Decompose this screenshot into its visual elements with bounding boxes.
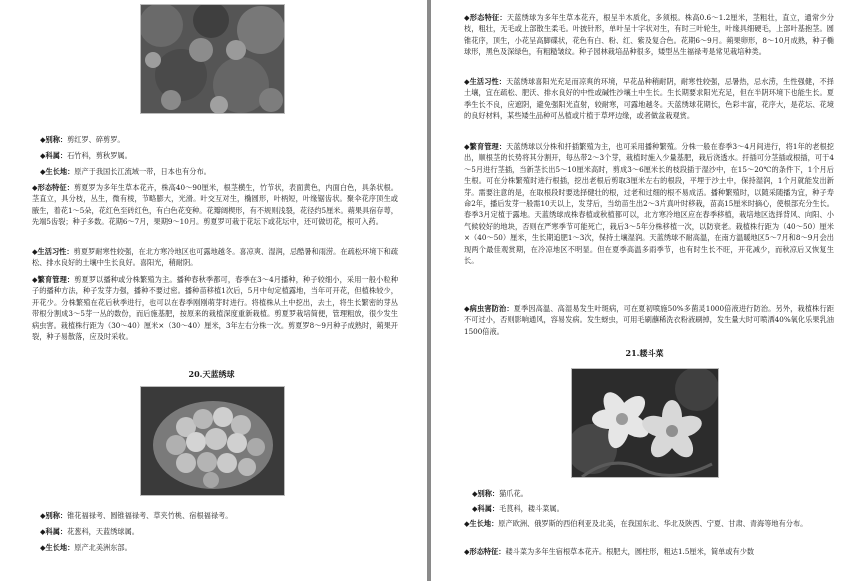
flower-photo-image <box>141 5 284 113</box>
alias-label-2: ◆别称： <box>40 511 68 520</box>
jian-hong-luo-origin <box>40 166 398 177</box>
jian-hong-luo-alias <box>40 134 398 145</box>
family-label: ◆科属： <box>40 151 68 160</box>
habit-text-2: 天蓝绣球喜阳光充足而凉爽的环境，早花品种稍耐阴，耐寒性较强，忌暑热，忌水涝，生性强健，不择土壤，宜在疏松、肥沃、排水良好的中性或碱性沙壤土中生长。生长期要求阳光充足，但在半阴环境下也能生长。夏季生长不良，应遮阴，避免强阳光直射，较耐寒，可露地越冬。天蓝绣球花期长，色彩丰富，花序大，是花坛、花境的良好材料，某些矮生品种可丛植或片植于草坪边缘，或者做盆栽观赏。 <box>464 77 834 121</box>
alias-label: ◆别称： <box>40 135 68 144</box>
flower-photo-image-2 <box>141 387 284 495</box>
lou-dou-cai-alias <box>472 488 834 499</box>
alias-label-3: ◆别称： <box>472 489 500 498</box>
pests-text: 夏季因高温、高湿易发生叶斑病，可在夏初喷施50%多菌灵1000倍液进行防治。另外，栽植株行距不可过小，否则影响通风，容易发病。发生蚜虫，可用毛刷蘸稀洗衣粉液刷掉，发生量大时可喷洒40%氧化乐果乳油1500倍液。 <box>464 304 835 336</box>
tian-lan-xiu-qiu-morphology <box>464 12 834 58</box>
alias-text-2: 锥花福禄考、圆锥福禄考、草夹竹桃、宿根福禄考。 <box>67 511 233 520</box>
lou-dou-cai-morphology <box>464 546 834 557</box>
pests-label: ◆病虫害防治： <box>464 304 514 313</box>
lou-dou-cai-photo <box>571 368 719 478</box>
family-label-2: ◆科属： <box>40 527 68 536</box>
tian-lan-xiu-qiu-pests <box>464 303 834 337</box>
habit-label-2: ◆生活习性： <box>464 77 507 86</box>
tian-lan-xiu-qiu-habit <box>464 76 834 122</box>
family-text-2: 花葱科，天蓝绣球属。 <box>67 527 139 536</box>
alias-text-3: 猫爪花。 <box>499 489 528 498</box>
habit-label: ◆生活习性： <box>32 247 74 256</box>
origin-label: ◆生长地： <box>40 167 75 176</box>
left-page <box>0 0 427 581</box>
flower-photo-image-3 <box>572 369 718 477</box>
management-label-2: ◆繁育管理： <box>464 142 507 151</box>
section-title-21: 21.耧斗菜 <box>625 348 664 358</box>
family-label-3: ◆科属： <box>472 504 500 513</box>
jian-hong-luo-management <box>32 274 398 342</box>
habit-text: 剪夏罗耐寒性较强，在北方寒冷地区也可露地越冬。喜凉爽、湿润，忌酷暑和雨涝。在疏松环境下和疏松、排水良好的土壤中生长良好。喜阳光，稍耐阴。 <box>32 247 399 268</box>
management-text-2: 天蓝绣球以分株和扦插繁殖为主，也可采用播种繁殖。分株一般在春季3～4月间进行，将1年的老根挖出，顺根茎的长势将其分割开，每丛带2～3个芽，栽植时施入少量基肥，栽后浇透水。扦插可分茎插或根插，可于4～5月进行茎插，当新茎长出5～10厘米高时，剪成3～6厘米长的枝段插于湿沙中，在15～20℃的条件下，1个月后生根。可在分株繁殖时进行根插，挖出老根后剪取3厘米左右的根段，平埋于沙土中，保持湿润，1个月就能发出新芽。需要注意的是，在取根段时要选择健壮的根，过老和过细的根不易成活。播种繁殖时，以随采随播为宜，种子寿命2年，播后发芽一般需10天以上，发芽后，当幼苗生出2～3片真叶时移栽，苗高15厘米时摘心，使根部充分生长。春季3月定植于露地。天蓝绣球成株春植或秋植都可以，北方寒冷地区应在春季移植，栽培地区选择背风、向阳、小气候较好的地块，否则在严寒季节可能死亡，栽后3～5年分株移植一次，以防衰老。栽植株行距为（40～50）厘米×（40～50）厘米，生长期追肥1～3次，保持土壤湿润。天蓝绣球不耐高温，在南方温暖地区5～7月和8～9月会出现两个最佳观赏期，在冷凉地区不明显。但在夏季高温多雨季节，也有时生长不旺，开花减少，而秋凉后又恢复生长。 <box>464 142 834 266</box>
origin-text: 原产于我国长江流域一带，日本也有分布。 <box>74 167 211 176</box>
jian-hong-luo-morphology <box>32 182 398 228</box>
family-text: 石竹科，剪秋罗属。 <box>67 151 132 160</box>
morphology-label: ◆形态特征： <box>32 183 74 192</box>
tian-lan-xiu-qiu-family <box>40 526 398 537</box>
morphology-label-2: ◆形态特征： <box>464 13 507 22</box>
management-text: 剪夏罗以播种或分株繁殖为主。播种春秋季都可，春季在3～4月播种，种子较细小，采用一般小粒种子的播种方法，种子发芽力强，播种不要过密。播种苗移植1次后，5月中旬定植露地，当年可开花，但植株较少，开花少。分株繁殖在花后秋季进行，也可以在春季刚刚萌芽时进行。将植株从土中挖出，去土，将生长繁密的芽丛带根分割成3～5芽一丛的数份，而后施基肥，按原来的栽植深度重新栽植。剪夏罗栽培简便，管理粗放，很少发生病虫害。栽植株行距为（30～40）厘米×（30～40）厘米，3年左右分株一次。剪夏罗8～9月种子成熟时，蒴果开裂，种子易散落，应及时采收。 <box>32 275 399 342</box>
jian-hong-luo-family <box>40 150 398 161</box>
management-label: ◆繁育管理： <box>32 275 75 284</box>
tian-lan-xiu-qiu-management <box>464 141 834 266</box>
jian-hong-luo-habit <box>32 246 398 269</box>
morphology-label-3: ◆形态特征： <box>464 547 506 556</box>
morphology-text-3: 耧斗菜为多年生宿根草本花卉。根肥大，圆柱形，粗达1.5厘米，简单或有少数 <box>505 547 755 556</box>
tian-lan-xiu-qiu-origin <box>40 542 398 553</box>
family-text-3: 毛茛科，耧斗菜属。 <box>499 504 564 513</box>
jian-hong-luo-photo <box>140 4 285 114</box>
tian-lan-xiu-qiu-photo <box>140 386 285 496</box>
origin-label-2: ◆生长地： <box>40 543 75 552</box>
morphology-text: 剪夏罗为多年生草本花卉，株高40～90厘米，根茎横生，竹节状，表面黄色，内面白色，具条状根。茎直立，具分枝，丛生，微有棱，节略膨大，光滑。叶交互对生，椭圆形，叶柄短，叶缘锯齿状。聚伞花序顶生或腋生，着花1～5朵，花红色至砖红色，有白色花变种。花瓣阔楔形，有不规则浅裂，花径约5厘米。蒴果具宿存萼，先端5齿裂；种子多数。花期6～7月，果期9～10月。剪夏罗可栽于花坛下或花坛中，还可做切花，根可入药。 <box>32 183 398 227</box>
origin-text-3: 原产欧洲、俄罗斯的西伯利亚及北美，在我国东北、华北及陕西、宁夏、甘肃、青海等地有分布。 <box>498 519 808 528</box>
origin-label-3: ◆生长地： <box>464 519 499 528</box>
lou-dou-cai-origin <box>464 518 834 529</box>
alias-text: 剪红罗、碎剪罗。 <box>67 135 125 144</box>
origin-text-2: 原产北美洲东部。 <box>74 543 132 552</box>
morphology-text-2: 天蓝绣球为多年生草本花卉，根呈半木质化，多须根。株高0.6～1.2厘米，茎粗壮，直立，通常少分枝，粗壮，无毛或上部散生柔毛。叶披针形，单叶呈十字状对生，有时三叶轮生，叶缘具细硬毛，上部叶基抱茎。圆锥花序，顶生，小花呈高脚碟状，花色有白、粉、红、紫及复合色。花期6～9月。蒴果卵形，8～10月成熟，种子椭球形，黑色及深绿色，有粗糙皱纹。种子园林栽培品种很多，矮型丛生福禄考是常见栽培种类。 <box>464 13 834 57</box>
right-page <box>431 0 858 581</box>
lou-dou-cai-family <box>472 503 834 514</box>
section-title-20: 20.天蓝绣球 <box>188 369 235 379</box>
tian-lan-xiu-qiu-alias <box>40 510 398 521</box>
